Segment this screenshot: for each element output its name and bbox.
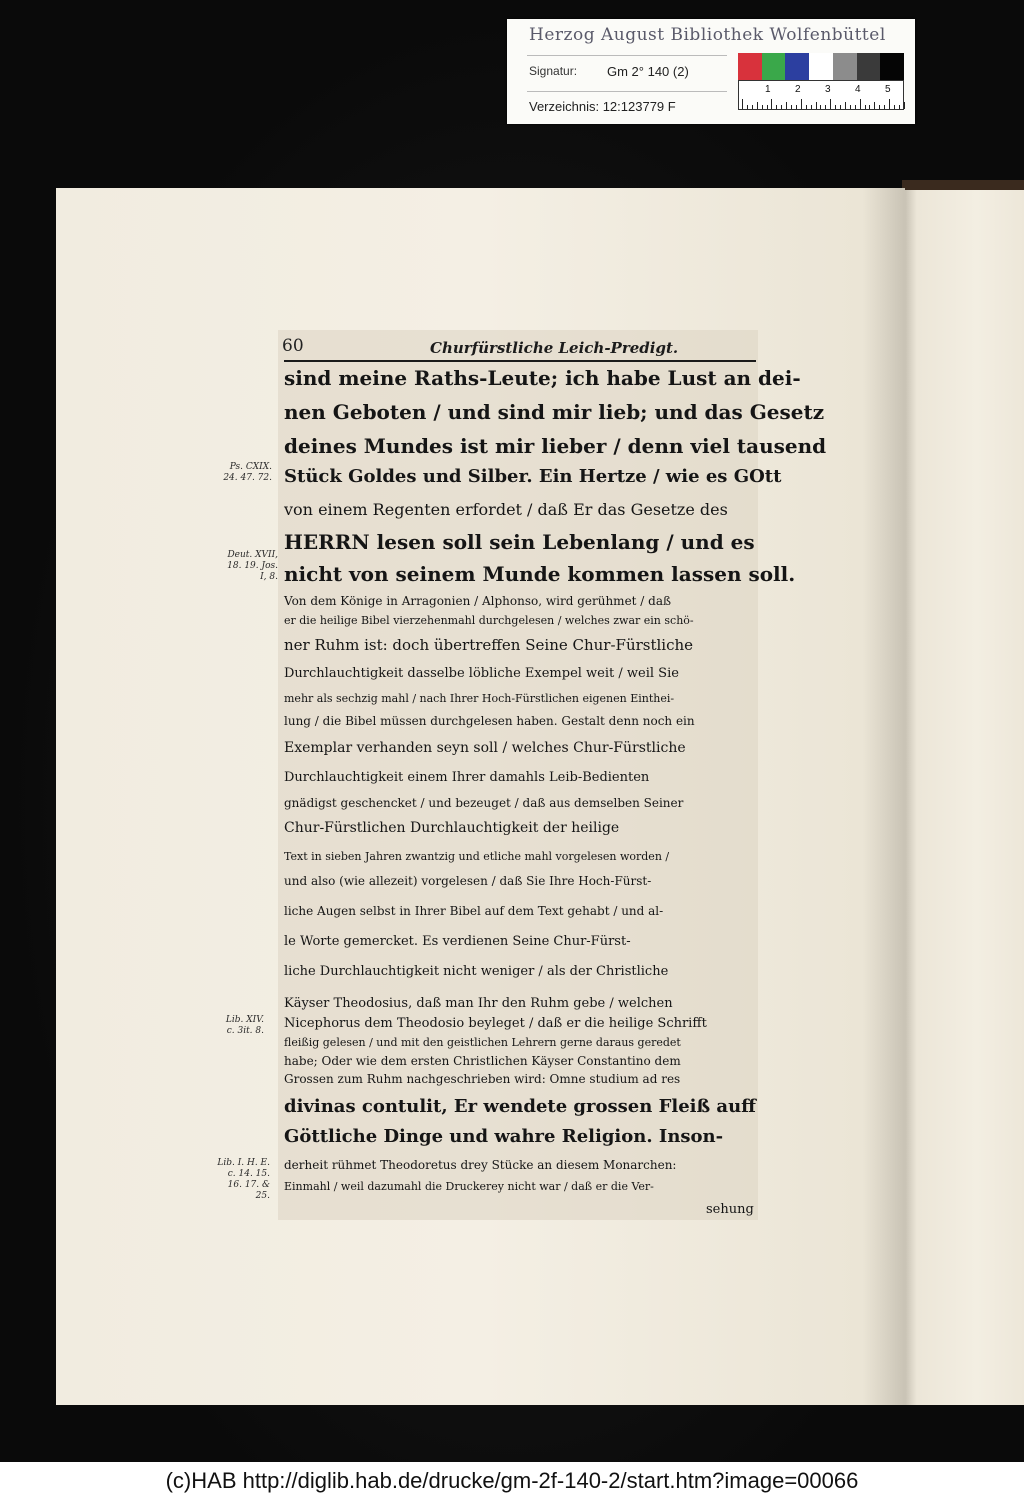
ruler-tick <box>767 105 768 109</box>
margin-note: Deut. XVII, 18. 19. Jos. I, 8. <box>227 550 278 582</box>
text-line: nen Geboten / und sind mir lieb; und das Gesetz <box>284 400 825 424</box>
ruler-tick <box>899 105 900 109</box>
ruler-number: 4 <box>855 84 861 95</box>
text-line: Chur-Fürstlichen Durchlauchtigkeit der heilige <box>284 820 620 836</box>
text-line: Grossen zum Ruhm nachgeschrieben wird: Omne studium ad res <box>284 1072 681 1086</box>
text-line: liche Augen selbst in Ihrer Bibel auf dem Text gehabt / und al- <box>284 904 664 918</box>
swatch-blue <box>785 53 809 80</box>
ruler-number: 3 <box>825 84 831 95</box>
ruler-tick <box>845 102 846 109</box>
swatch-green <box>762 53 786 80</box>
ruler-tick <box>894 105 895 109</box>
ruler-tick <box>860 99 861 109</box>
text-line: Durchlauchtigkeit dasselbe löbliche Exempel weit / weil Sie <box>284 666 679 681</box>
text-line: Einmahl / weil dazumahl die Druckerey nicht war / daß er die Ver- <box>284 1180 654 1193</box>
ruler-tick <box>865 105 866 109</box>
text-line: Text in sieben Jahren zwantzig und etliche mahl vorgelesen worden / <box>284 850 670 863</box>
text-line: Durchlauchtigkeit einem Ihrer damahls Leib-Bedienten <box>284 770 650 785</box>
ruler-tick <box>742 99 743 109</box>
header-rule <box>284 360 756 362</box>
ruler-number: 5 <box>885 84 891 95</box>
ruler-number: 1 <box>765 84 771 95</box>
ruler-tick <box>825 105 826 109</box>
swatch-white <box>809 53 833 80</box>
ruler-tick <box>850 105 851 109</box>
ruler-tick <box>820 105 821 109</box>
text-line: er die heilige Bibel vierzehenmahl durchgelesen / welches zwar ein schö- <box>284 614 694 627</box>
ruler-tick <box>889 99 890 109</box>
ruler-tick <box>752 105 753 109</box>
copyright-url: (c)HAB http://diglib.hab.de/drucke/gm-2f-140-2/start.htm?image=00066 <box>165 1468 859 1493</box>
ruler-tick <box>835 105 836 109</box>
color-calibration-swatches <box>738 53 904 80</box>
margin-note: Lib. I. H. E. c. 14. 15. 16. 17. & 25. <box>217 1158 270 1201</box>
margin-note: Lib. XIV. c. 3it. 8. <box>225 1015 264 1036</box>
ruler-tick <box>874 102 875 109</box>
ruler-tick <box>806 105 807 109</box>
signatur-value: Gm 2° 140 (2) <box>607 64 689 79</box>
text-line: ner Ruhm ist: doch übertreffen Seine Chur-Fürstliche <box>284 636 694 654</box>
page-number: 60 <box>282 336 304 356</box>
ruler-tick <box>796 105 797 109</box>
ruler-tick <box>904 102 905 109</box>
running-head: Churfürstliche Leich-Predigt. <box>430 339 679 357</box>
text-line: Exemplar verhanden seyn soll / welches Chur-Fürstliche <box>284 740 686 756</box>
ruler-tick <box>776 105 777 109</box>
catchword: sehung <box>706 1202 754 1217</box>
text-line: mehr als sechzig mahl / nach Ihrer Hoch-Fürstlichen eigenen Einthei- <box>284 692 675 705</box>
text-line: Göttliche Dinge und wahre Religion. Inson- <box>284 1126 724 1147</box>
text-line: gnädigst geschencket / und bezeuget / daß aus demselben Seiner <box>284 796 684 810</box>
facing-page <box>905 190 1024 1405</box>
ruler-tick <box>884 105 885 109</box>
text-line: divinas contulit, Er wendete grossen Fleiß auff <box>284 1096 756 1117</box>
ruler-tick <box>786 102 787 109</box>
card-divider <box>527 55 727 56</box>
text-line: Nicephorus dem Theodosio beyleget / daß er die heilige Schrifft <box>284 1016 707 1031</box>
text-line: habe; Oder wie dem ersten Christlichen Käyser Constantino dem <box>284 1054 681 1068</box>
text-line: le Worte gemercket. Es verdienen Seine Chur-Fürst- <box>284 934 631 949</box>
swatch-black <box>880 53 904 80</box>
ruler-tick <box>879 105 880 109</box>
ruler-tick <box>811 105 812 109</box>
ruler-tick <box>757 102 758 109</box>
footer-bar <box>0 1462 1024 1503</box>
ruler-tick <box>830 99 831 109</box>
text-line: und also (wie allezeit) vorgelesen / daß Sie Ihre Hoch-Fürst- <box>284 874 652 888</box>
text-line: liche Durchlauchtigkeit nicht weniger / als der Christliche <box>284 964 669 979</box>
ruler-tick <box>801 99 802 109</box>
text-line: sind meine Raths-Leute; ich habe Lust an dei- <box>284 366 801 390</box>
text-line: Käyser Theodosius, daß man Ihr den Ruhm gebe / welchen <box>284 996 673 1011</box>
margin-note: Ps. CXIX. 24. 47. 72. <box>223 462 272 483</box>
measurement-ruler <box>738 80 904 110</box>
text-line: von einem Regenten erfordet / daß Er das Gesetze des <box>284 500 728 519</box>
ruler-tick <box>747 105 748 109</box>
ruler-tick <box>840 105 841 109</box>
text-line: deines Mundes ist mir lieber / denn viel tausend <box>284 434 827 458</box>
ruler-tick <box>771 99 772 109</box>
text-line: derheit rühmet Theodoretus drey Stücke an diesem Monarchen: <box>284 1158 677 1172</box>
ruler-tick <box>855 105 856 109</box>
swatch-red <box>738 53 762 80</box>
card-divider-2 <box>527 91 727 92</box>
text-line: Von dem Könige in Arragonien / Alphonso, wird gerühmet / daß <box>284 594 672 608</box>
ruler-tick <box>762 105 763 109</box>
ruler-tick <box>869 105 870 109</box>
ruler-number: 2 <box>795 84 801 95</box>
text-line: Stück Goldes und Silber. Ein Hertze / wie es GOtt <box>284 466 782 487</box>
text-line: nicht von seinem Munde kommen lassen soll. <box>284 562 796 586</box>
signatur-label: Signatur: <box>529 64 578 78</box>
swatch-gray <box>833 53 857 80</box>
text-line: lung / die Bibel müssen durchgelesen haben. Gestalt denn noch ein <box>284 714 695 728</box>
book-edge <box>902 180 1024 190</box>
verzeichnis-label: Verzeichnis: 12:123779 F <box>529 99 676 114</box>
ruler-tick <box>816 102 817 109</box>
library-name: Herzog August Bibliothek Wolfenbüttel <box>529 25 886 45</box>
library-card <box>507 19 915 124</box>
text-line: fleißig gelesen / und mit den geistlichen Lehrern gerne daraus geredet <box>284 1036 681 1049</box>
ruler-tick <box>791 105 792 109</box>
swatch-darkgray <box>857 53 881 80</box>
ruler-tick <box>781 105 782 109</box>
text-line: HERRN lesen soll sein Lebenlang / und es <box>284 530 755 554</box>
